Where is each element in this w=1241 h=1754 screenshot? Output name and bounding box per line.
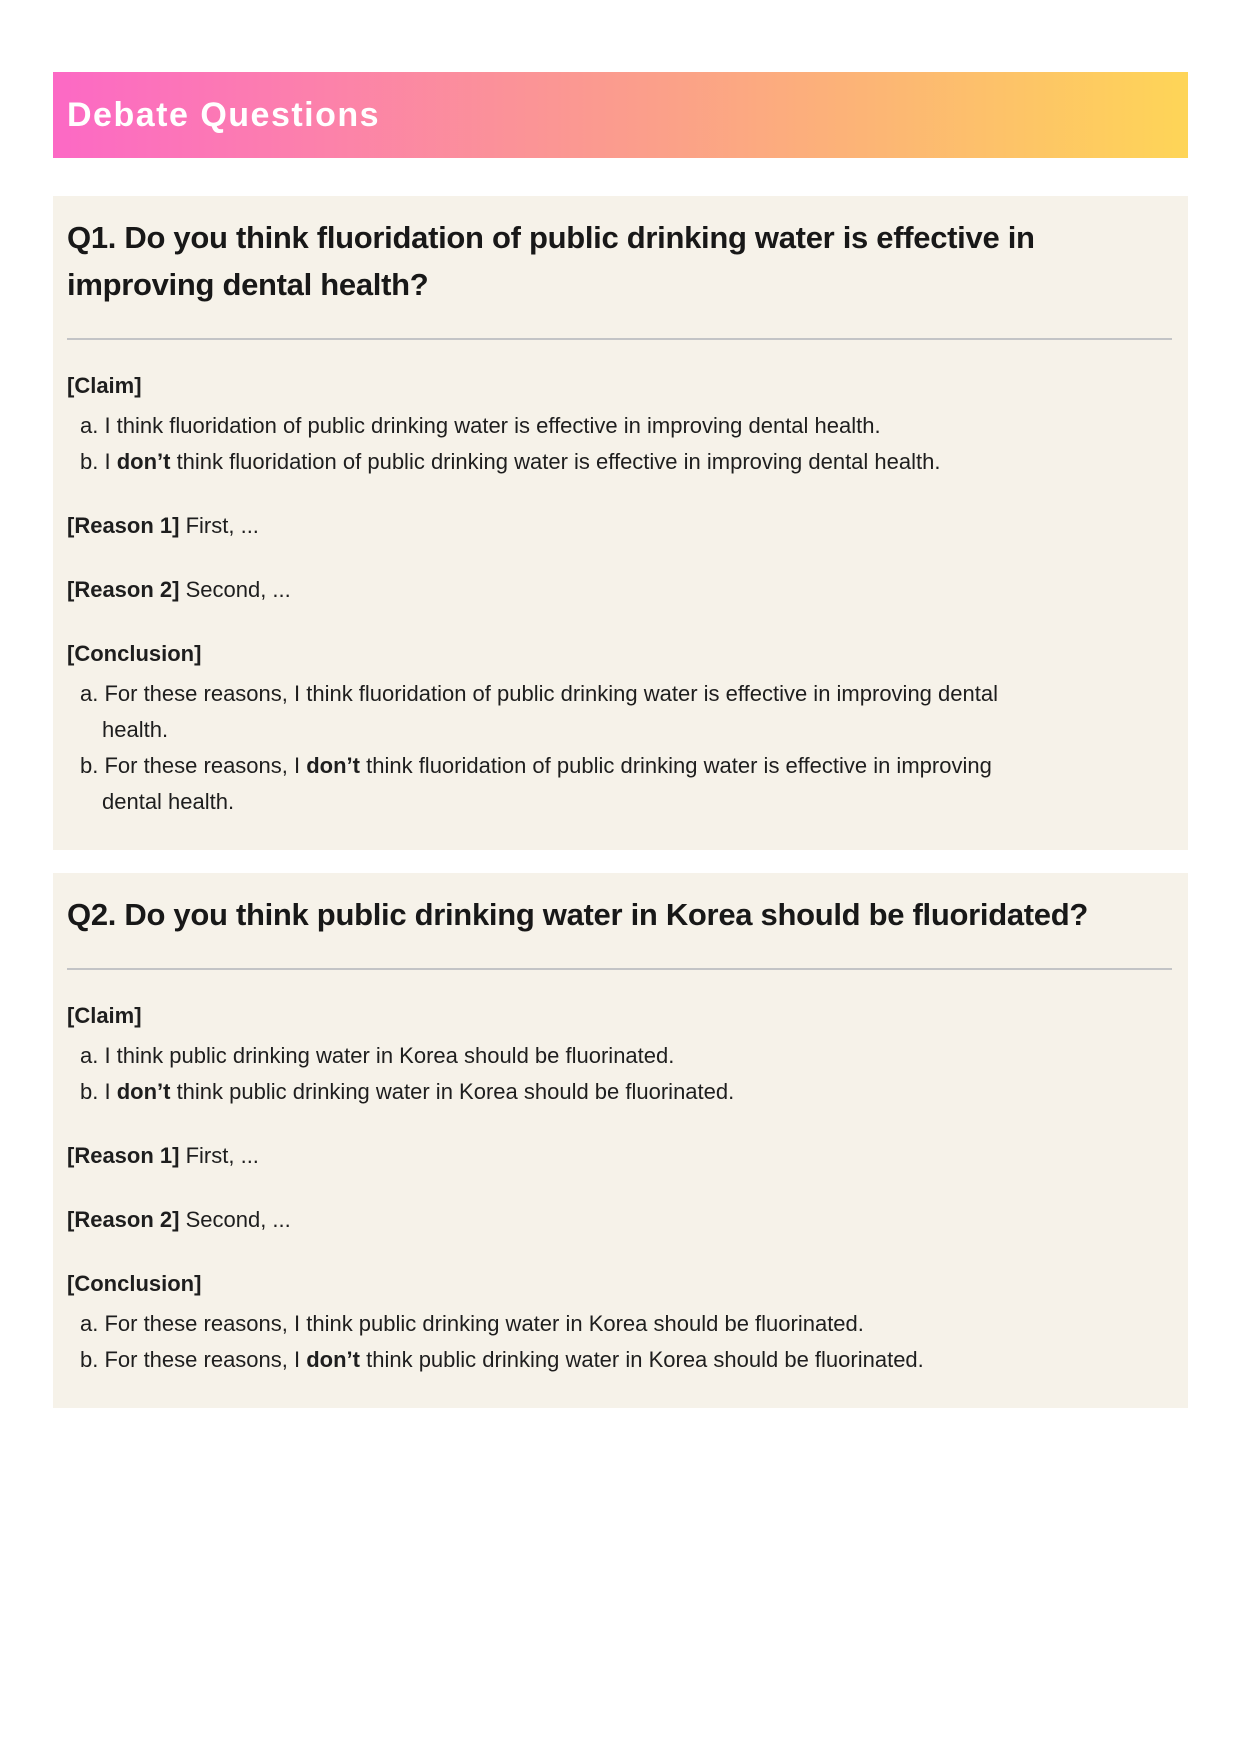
claim-label: [Claim]: [67, 1003, 142, 1028]
reason1-line: [Reason 1] First, ...: [67, 1143, 259, 1168]
conclusion-label: [Conclusion]: [67, 641, 202, 666]
question-title: Q2. Do you think public drinking water in Korea should be fluoridated?: [67, 897, 1089, 932]
reason2-line: [Reason 2] Second, ...: [67, 577, 291, 602]
claim-section: [67, 368, 1172, 480]
list-item: a. For these reasons, I think public drinking water in Korea should be fluorinated.: [80, 1311, 864, 1336]
divider: [67, 968, 1172, 970]
claim-items: [80, 408, 1172, 480]
page-title: Debate Questions: [67, 95, 381, 134]
conclusion-items: [80, 1306, 1172, 1378]
list-item: a. I think fluoridation of public drinking water is effective in improving dental health.: [80, 413, 881, 438]
question-title: Q1. Do you think fluoridation of public drinking water is effective in improving dental health?: [67, 220, 1035, 302]
claim-section: [67, 998, 1172, 1110]
conclusion-label: [Conclusion]: [67, 1271, 202, 1296]
reason2-line: [Reason 2] Second, ...: [67, 1207, 291, 1232]
title-banner: [53, 72, 1188, 158]
divider: [67, 338, 1172, 340]
conclusion-section: [67, 1266, 1172, 1378]
reason1-line: [Reason 1] First, ...: [67, 513, 259, 538]
claim-items: [80, 1038, 1172, 1110]
list-item: a. I think public drinking water in Korea should be fluorinated.: [80, 1043, 675, 1068]
list-item: b. I don’t think public drinking water in Korea should be fluorinated.: [80, 1079, 735, 1104]
question-card-q2: [53, 873, 1188, 1408]
list-item: b. I don’t think fluoridation of public drinking water is effective in improving dental health.: [80, 449, 941, 474]
list-item: b. For these reasons, I don’t think public drinking water in Korea should be fluorinated.: [80, 1347, 924, 1372]
list-item: b. For these reasons, I don’t think fluoridation of public drinking water is effective in improving dental health.: [80, 753, 992, 814]
conclusion-items: [80, 676, 1172, 820]
question-card-q1: [53, 196, 1188, 850]
conclusion-section: [67, 636, 1172, 820]
list-item: a. For these reasons, I think fluoridation of public drinking water is effective in improving dental health.: [80, 681, 998, 742]
claim-label: [Claim]: [67, 373, 142, 398]
